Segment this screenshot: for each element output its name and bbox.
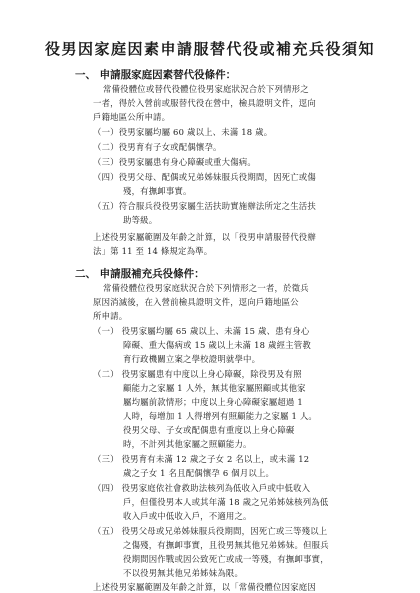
section1-intro-line: 一者，得於入營前或服替代役在營中，檢具證明文件，逕向	[93, 98, 316, 108]
section1-item-1: （一）役男家屬均屬 60 歲以上、未滿 18 歲。	[93, 127, 273, 137]
section2-closing: 上述役男家屬範圍及年齡之計算，以「常備役體位因家庭因	[93, 582, 316, 592]
section1-item-4: （四）役男父母、配偶或兄弟姊妹服兵役期間，因死亡或傷	[93, 172, 316, 182]
section2-intro-line: 所申請。	[93, 311, 128, 321]
section2-item-2-cont: 人時，每增加 1 人得增列有照顧能力之家屬 1 人。	[123, 411, 318, 421]
section2-intro-line: 常備役體位役男家庭狀況合於下列情形之一者，於徵兵	[103, 283, 309, 293]
section2-item-2-cont: 屬均屬前款情形；中度以上身心障礙家屬超過 1	[123, 397, 303, 407]
section1-heading: 一、 申請服家庭因素替代役條件：	[75, 69, 237, 81]
section2-item-4: （四） 役男家庭依社會救助法核列為低收入戶或中低收入	[93, 483, 311, 493]
page-title: 役男因家庭因素申請服替代役或補充兵役須知	[44, 40, 375, 58]
section2-item-2-cont: 時，不計列其他家屬之照顧能力。	[123, 439, 252, 449]
section1-closing: 上述役男家屬範圍及年齡之計算，以「役男申請服替代役辦	[93, 232, 316, 242]
section1-item-3: （三）役男家屬患有身心障礙或重大傷病。	[93, 157, 256, 167]
section2-item-3-cont: 歲之子女 1 名且配偶懷孕 6 個月以上。	[123, 468, 275, 478]
section2-heading: 二、 申請服補充兵役條件：	[75, 268, 205, 280]
section2-item-3: （三） 役男育有未滿 12 歲之子女 2 名以上，或未滿 12	[93, 454, 310, 464]
section1-item-2: （二）役男育有子女或配偶懷孕。	[93, 142, 222, 152]
section2-item-2-cont: 役男父母、子女或配偶患有重度以上身心障礙	[123, 425, 295, 435]
section1-closing: 法」第 11 至 14 條規定為準。	[93, 246, 213, 256]
section1-intro-line: 常備役體位或替代役體位役男家庭狀況合於下列情形之	[103, 84, 309, 94]
section2-item-1: （一） 役男家屬均屬 65 歲以上、未滿 15 歲、患有身心	[93, 326, 310, 336]
section2-item-1-cont: 育行政機關立案之學校證明就學中。	[123, 354, 261, 364]
section2-item-2-cont: 顧能力之家屬 1 人外，無其他家屬照顧或其他家	[123, 383, 306, 393]
section2-item-5-cont: 不以役男無其他兄弟姊妹為限。	[123, 568, 244, 578]
section1-item-5-cont: 助等級。	[123, 215, 158, 225]
section2-item-1-cont: 障礙、重大傷病或 15 歲以上未滿 18 歲經主管教	[123, 340, 311, 350]
section2-item-2: （二） 役男家屬患有中度以上身心障礙，除役男及有照	[93, 369, 302, 379]
section1-item-5: （五）符合服兵役役男家屬生活扶助實施辦法所定之生活扶	[93, 201, 316, 211]
section2-item-5-cont: 役期間因作戰或因公致死亡或成一等殘，有撫卹事實，	[123, 554, 329, 564]
section2-item-5: （五） 役男父母或兄弟姊妹服兵役期間，因死亡或三等殘以上	[93, 526, 328, 536]
section1-intro-line: 戶籍地區公所申請。	[93, 112, 171, 122]
section2-intro-line: 原因消滅後，在入營前檢具證明文件，逕向戶籍地區公	[93, 297, 299, 307]
section1-item-4-cont: 殘，有撫卹事實。	[123, 186, 192, 196]
section2-item-5-cont: 之傷殘，有撫卹事實，且役男無其他兄弟姊妹。但服兵	[123, 540, 329, 550]
section2-item-4-cont: 戶，但僅役男本人或其年滿 18 歲之兄弟姊妹核列為低	[123, 497, 329, 507]
section2-item-4-cont: 收入戶或中低收入戶，不適用之。	[123, 511, 252, 521]
